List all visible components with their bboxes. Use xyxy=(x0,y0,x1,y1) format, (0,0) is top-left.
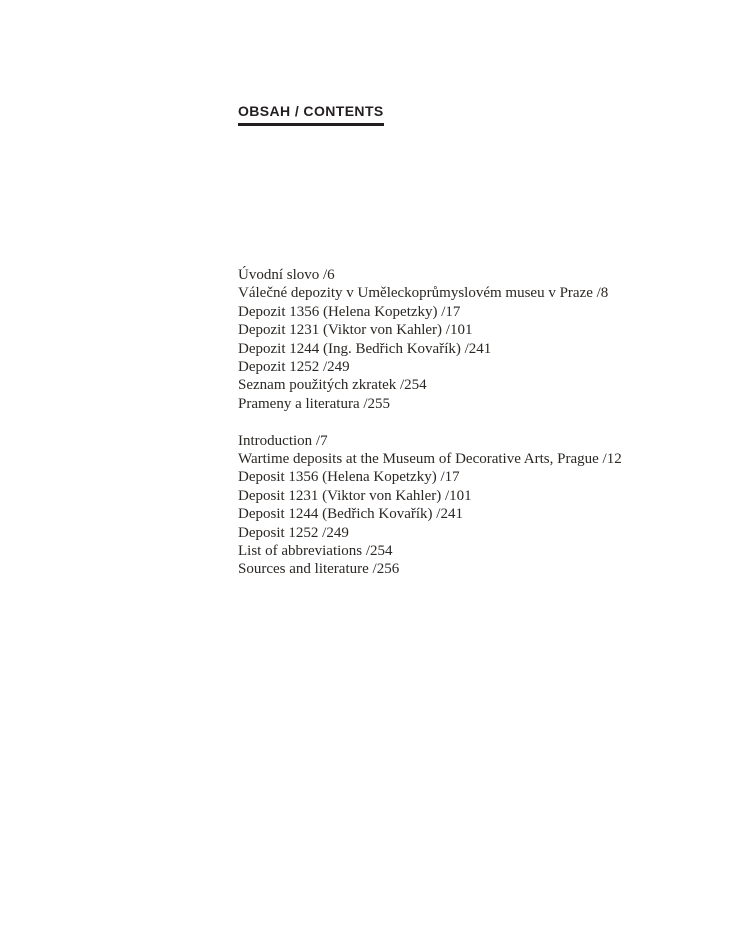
toc-entry: Wartime deposits at the Museum of Decorative Arts, Prague /12 xyxy=(238,451,622,468)
toc-entry: Deposit 1244 (Bedřich Kovařík) /241 xyxy=(238,506,463,523)
page-title: OBSAH / CONTENTS xyxy=(238,103,384,126)
toc-entry: List of abbreviations /254 xyxy=(238,543,393,560)
toc-entry: Depozit 1356 (Helena Kopetzky) /17 xyxy=(238,303,461,320)
toc-entry: Depozit 1252 /249 xyxy=(238,359,350,376)
table-of-contents xyxy=(238,266,622,579)
toc-entry: Depozit 1244 (Ing. Bedřich Kovařík) /241 xyxy=(238,340,492,357)
toc-section-english xyxy=(238,432,622,579)
toc-entry: Úvodní slovo /6 xyxy=(238,267,335,283)
toc-section-czech xyxy=(238,266,622,413)
toc-entry: Deposit 1231 (Viktor von Kahler) /101 xyxy=(238,487,472,504)
toc-entry: Prameny a literatura /255 xyxy=(238,395,391,412)
toc-entry: Deposit 1356 (Helena Kopetzky) /17 xyxy=(238,469,460,486)
toc-entry: Deposit 1252 /249 xyxy=(238,524,349,541)
toc-entry: Sources and literature /256 xyxy=(238,561,400,578)
toc-entry: Introduction /7 xyxy=(238,432,328,449)
toc-entry: Depozit 1231 (Viktor von Kahler) /101 xyxy=(238,322,473,339)
toc-entry: Válečné depozity v Uměleckoprůmyslovém museu v Praze /8 xyxy=(238,285,609,302)
toc-entry: Seznam použitých zkratek /254 xyxy=(238,377,427,394)
